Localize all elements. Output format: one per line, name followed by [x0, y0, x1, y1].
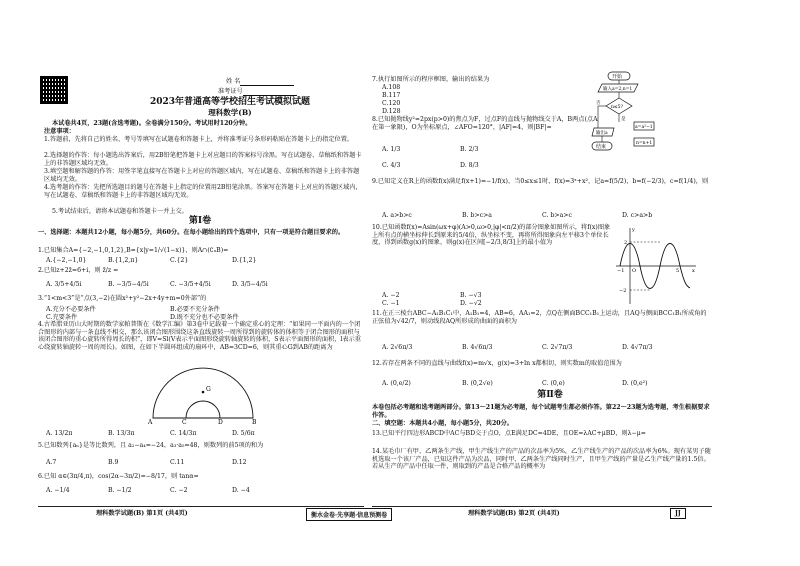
flow-end: 结束	[596, 144, 607, 150]
option: C.充要条件	[46, 314, 78, 321]
label-O: O	[632, 268, 637, 274]
notice-item: 4.选考题的作答：先把所选题目的题号在答题卡上指定的位置用2B铅笔涂黑。答案写在答题卡上对应的答题区域内，写在试题卷、草稿纸和答题卡上的非答题区域均无效。	[44, 184, 362, 199]
question-9-options	[382, 212, 702, 219]
right-page	[372, 0, 800, 566]
question-11-stem: 11.在正三棱台ABC−A₁B₁C₁中，A₁B₁=4，AB=6，AA₁=2，点Q在侧面BCC₁B₁上运动，且AQ与侧面BCC₁B₁所成角的正弦值为√42/7，则动线段AQ所形成的曲面的面积为	[372, 310, 707, 325]
axis-y: y	[632, 227, 635, 233]
right-footer-tag: JJ	[670, 508, 686, 519]
option: C. −1	[382, 300, 400, 307]
section2-title: 二、填空题：本题共4小题，每小题5分，共20分。	[372, 420, 513, 427]
exam-subtitle: 理科数学(B)	[208, 108, 252, 117]
flow-decision: n≤5?	[611, 105, 623, 110]
question-4-options	[46, 430, 294, 437]
question-2-options	[46, 281, 294, 288]
question-6-options	[46, 487, 294, 494]
option: C. 14/3π	[170, 430, 197, 437]
option: A. −2	[382, 292, 400, 299]
sine-graph-figure	[616, 226, 696, 306]
option: C. −2	[170, 487, 188, 494]
option: C. (0,e)	[542, 380, 565, 387]
option: D. −√2	[460, 300, 482, 307]
option: D.既不充分也不必要条件	[170, 314, 239, 321]
flow-yes: 是	[621, 117, 626, 122]
option: C. −3/5+4/5i	[170, 281, 211, 288]
option: B. −1/2	[108, 487, 132, 494]
tick-neg-1: −1	[617, 268, 625, 274]
question-9-stem: 9.已知定义在R上的函数f(x)满足f(x+1)=−1/f(x)，当0≤x≤1时，f(x)=3ˣ+x²，记a=f(5/2)，b=f(−2/3)，c=f(1/4)，则	[372, 178, 709, 185]
notice-item: 1.答题前，先将自己的姓名、考号等填写在试题卷和答题卡上，并将准考证号条形码粘贴在答题卡上的指定位置。	[44, 136, 354, 143]
question-5-stem: 5.已知数列{aₙ}是等比数列，且 a₂−a₄=−24，a₃·a₅=48，则数列的前5项的和为	[38, 442, 264, 449]
axis-x: x	[692, 268, 695, 274]
option: A. 3/5+4/5i	[46, 281, 82, 288]
question-3-stem: 3.“1<m<3”是“点(3,−2)在圆x²+y²−2x+4y+m=0外部”的	[38, 295, 207, 302]
option: B. 2/3	[460, 146, 479, 153]
option: A. 2√6π/3	[382, 344, 413, 351]
option: D. c>a>b	[622, 212, 653, 219]
question-13-stem: 13.已知平行四边形ABCD中AC与BD交于点O，点E满足DC=4DE，且OE=λAC+μBD，则λ−μ=	[372, 430, 646, 437]
question-6-stem: 6.已知 α∈(3π/4,π)，cos(2α−3π/2)=−8/17，则 tanα=	[38, 473, 199, 480]
option: A.108	[382, 84, 401, 91]
option: A.充分不必要条件	[46, 306, 96, 313]
flow-no: 否	[596, 101, 601, 106]
option: A. 13/2π	[46, 430, 73, 437]
label-B: B	[252, 419, 257, 426]
label-D: D	[218, 419, 223, 426]
left-footer: 理科数学试题(B) 第1页 (共4页)	[96, 510, 188, 517]
flow-step2: n=n+1	[636, 141, 653, 146]
exam-title: 2023年普通高等学校招生考试模拟试题	[149, 97, 311, 107]
option: C. 4/3	[382, 162, 401, 169]
option: D. 4√7π/3	[622, 344, 653, 351]
option: D. −4	[232, 487, 250, 494]
option: D. 3/5−4/5i	[232, 281, 268, 288]
option: B.117	[382, 92, 401, 99]
option: B.9	[108, 459, 119, 466]
notice-item: 5.考试结束后，请将本试题卷和答题卡一并上交。	[52, 208, 188, 215]
right-footer: 理科数学试题(B) 第2页 (共4页)	[468, 510, 560, 517]
option: A. (0,e/2)	[382, 380, 411, 387]
option: A.7	[46, 459, 57, 466]
option: B. 4√6π/3	[462, 344, 493, 351]
label-G: G	[206, 386, 211, 393]
question-11-options	[382, 344, 702, 351]
exam-intro: 本试卷共4页，23题(含选考题)。全卷满分150分。考试用时120分钟。	[52, 120, 252, 127]
question-2-stem: 2.已知z+2z̄=6+i，则 z̄/z =	[38, 267, 119, 274]
option: C. b>a>c	[542, 212, 572, 219]
notice-item: 2.选择题的作答：每小题选出答案后，用2B铅笔把答题卡上对应题目的答案标号涂黑。写在试题卷、草稿纸和答题卡上的非答题区域均无效。	[44, 152, 362, 167]
question-14-stem: 14.某毛巾厂有甲、乙两条生产线，甲生产线生产的产品的次品率为5%，乙生产线生产的产品的次品率为6%。现有某男子随机选取一个该厂产品，已知这件产品为次品，同时甲、乙两条生产线同时生产，且甲生产线的产量是乙生产线产量的1.5倍。若从生产的产品中任取一件，则取到的产品是合格产品的概率为	[372, 448, 711, 471]
tick-5: 5	[676, 268, 680, 274]
question-1-options	[46, 257, 294, 264]
flow-input: 输入a=2,n=1	[603, 87, 633, 92]
ticket-field-row	[218, 88, 297, 96]
question-10-stem: 10.已知函数f(x)=Asin(ωx+φ)(A>0,ω>0,|φ|<π/2)的部分图象如图所示，将f(x)图象上所有点的横坐标伸长到原来的5/4倍，纵坐标不变，再将所得图象向左平移3个单位长度，得到函数g(x)的图象，则g(x)在区间[−2/3,8/3]上的最小值为	[372, 224, 611, 247]
part2-intro: 本卷包括必考题和选考题两部分。第13～21题为必考题，每个试题考生都必须作答。第22～23题为选考题，考生根据要求作答。	[372, 404, 710, 419]
notice-item: 3.填空题和解答题的作答：用签字笔直接写在答题卡上对应的答题区域内，写在试题卷、草稿纸和答题卡上的非答题区域均无效。	[44, 168, 360, 183]
tick-neg-2: −2	[619, 288, 627, 294]
option: D. (0,e²)	[622, 380, 648, 387]
option: B. b>c>a	[462, 212, 492, 219]
section1-title: 一、选择题：本题共12小题，每小题5分，共60分。在每小题给出的四个选项中，只有一项是符合题目要求的。	[38, 229, 345, 236]
option: B.必要不充分条件	[170, 306, 220, 313]
footer-rule	[38, 506, 364, 507]
footer-rule	[372, 506, 712, 507]
option: B.{1,2,π}	[108, 257, 139, 264]
notice-title: 注意事项：	[44, 128, 75, 135]
option: C.{2}	[170, 257, 189, 264]
question-5-options	[46, 459, 294, 466]
question-4-stem: 4.古希腊亚历山大时期的数学家帕普斯在《数学汇编》第3卷中记载着一个确定重心的定理：“如果同一平面内的一个闭合图形的内部与一条直线不相交，那么该闭合图形围绕这条直线旋转一周所得到的旋转体的体积等于闭合图形的面积与该闭合图形的重心旋转所得周长的积”，即V=Sl(V表示平面图形绕旋转轴旋转的体积，S表示平面图形的面积，l表示重心绕旋转轴旋转一周的周长)。如图，在如下半圆环组成的扇环中，AB=3CD=6，则其重心G到AB的距离为	[38, 321, 361, 351]
flow-step1: a=a²−1	[635, 125, 653, 130]
option: D. 5/6π	[232, 430, 255, 437]
part1-title: 第Ⅰ卷	[188, 216, 212, 226]
option: C.11	[170, 459, 185, 466]
name-field-row	[226, 78, 294, 86]
name-label: 姓 名	[226, 78, 241, 85]
question-12-options	[382, 380, 702, 387]
option: D.{1,2}	[232, 257, 257, 264]
option: A. 1/3	[382, 146, 401, 153]
option: B. 13/3π	[108, 430, 135, 437]
option: A.{−2,−1,0}	[46, 257, 87, 264]
option: A. −1/4	[46, 487, 70, 494]
option: C.120	[382, 100, 401, 107]
center-footer: 衡水金卷·先享题·信息预测卷	[306, 508, 392, 521]
option: C. 2√7π/3	[542, 344, 573, 351]
label-C: C	[182, 419, 187, 426]
option: B. (0,2√e)	[462, 380, 493, 387]
qr-code-icon	[40, 76, 68, 104]
flow-output: 输出a	[596, 131, 608, 136]
question-12-stem: 12.若存在两条不同的直线与曲线f(x)=m√x，g(x)=3+ln x都相切，则实数m的取值范围为	[372, 360, 622, 367]
semi-annulus-figure	[148, 366, 258, 424]
question-8-stem: 8.已知抛物线y²=2px(p>0)的焦点为F，过点F的直线与抛物线交于A，B两点(点A在第一象限)，O为坐标原点，∠AFO=120°，|AF|=4，则|BF|=	[372, 116, 598, 131]
option: B. −√3	[460, 292, 482, 299]
option: D.12	[232, 459, 247, 466]
program-flowchart	[594, 72, 654, 182]
tick-2: 2	[624, 240, 628, 246]
question-3-options	[46, 312, 294, 321]
flow-start: 开始	[612, 74, 623, 80]
option: D.128	[382, 108, 401, 115]
question-7-stem: 7.执行如图所示的程序框图，输出的结果为	[372, 76, 490, 83]
part2-title: 第Ⅱ卷	[537, 390, 563, 400]
option: B. −3/5−4/5i	[108, 281, 149, 288]
ticket-label: 准考证号	[218, 88, 243, 95]
option: A. a>b>c	[382, 212, 412, 219]
label-A: A	[148, 419, 153, 426]
option: D. 8/3	[460, 162, 479, 169]
question-1-stem: 1.已知集合A={−2,−1,0,1,2},B={x|y=1/√(1−x)}，则A∩(∁ᵤB)=	[38, 247, 229, 254]
